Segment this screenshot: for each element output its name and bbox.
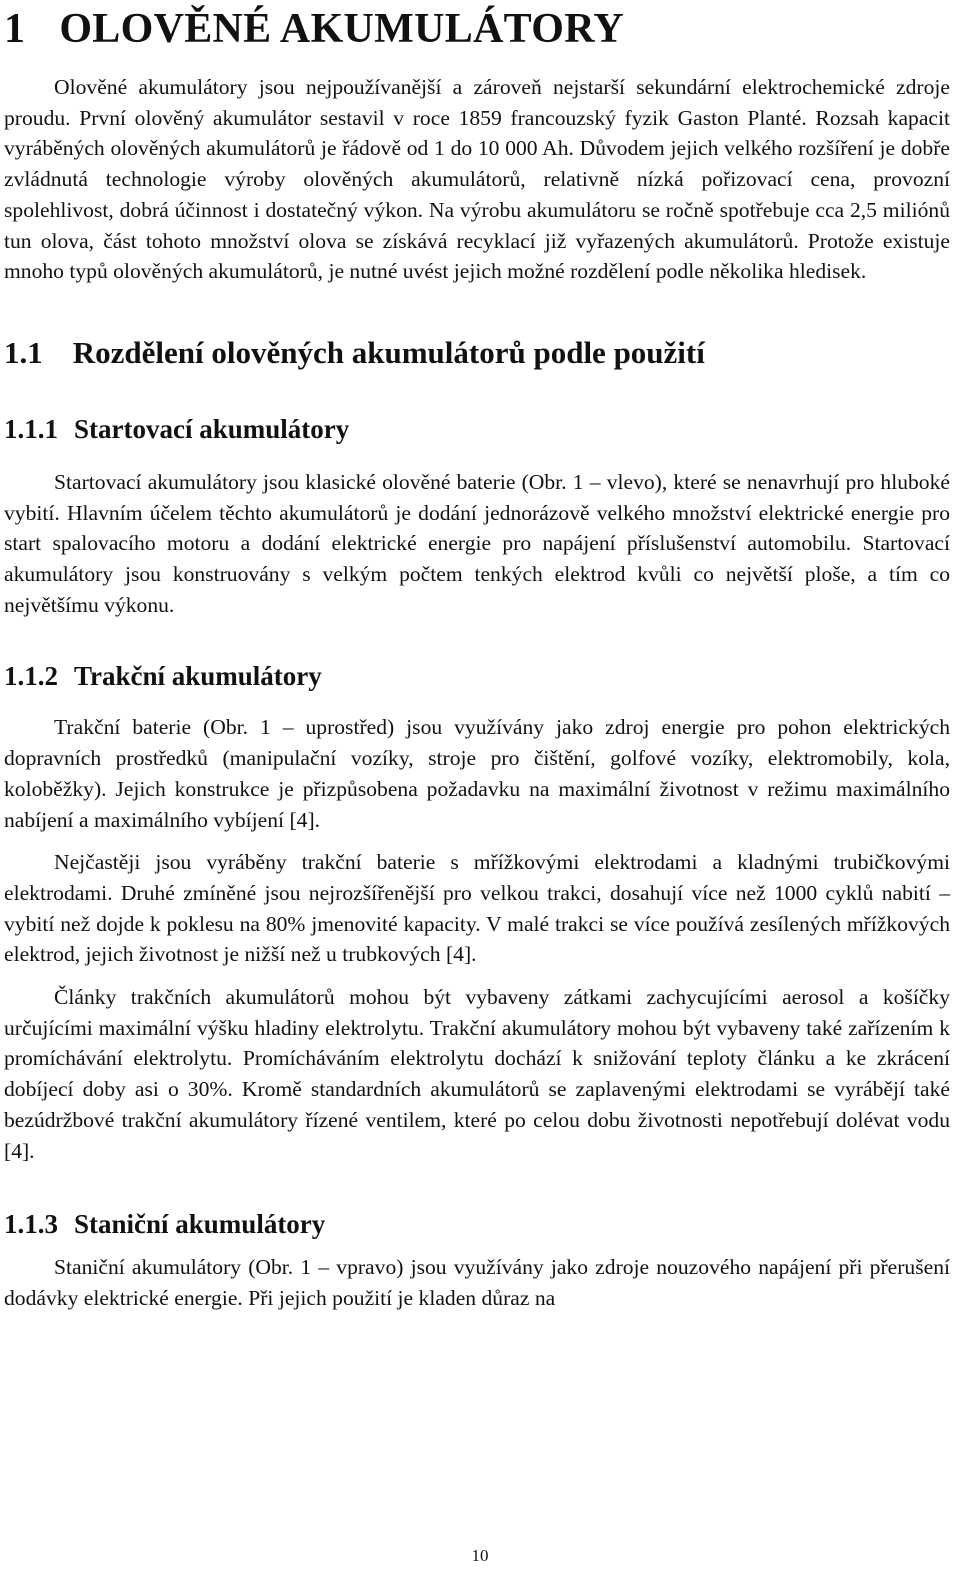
paragraph: Nejčastěji jsou vyráběny trakční baterie s mřížkovými elektrodami a kladnými trubičkovými elektrodami. Druhé zmíněné jsou nejrozšířenější pro velkou trakci, dosahují více než 1000 cyklů nabití – vybití než dojde k poklesu na 80% jmenovité kapacity. V malé trakci se více používá zesílených mřížkových elektrod, jejich životnost je nižší než u trubkových [4].: [4, 850, 950, 967]
subsection-number: 1.1.3: [4, 1209, 58, 1240]
chapter-number: 1: [4, 6, 26, 52]
subsection-title: Staniční akumulátory: [74, 1209, 326, 1240]
paragraph: Trakční baterie (Obr. 1 – uprostřed) jsou využívány jako zdroj energie pro pohon elektrických dopravních prostředků (manipulační vozíky, stroje pro čištění, golfové vozíky, elektromobily, kola, koloběžky). Jejich konstrukce je přizpůsobena požadavku na maximální životnost v režimu maximálního nabíjení a maximálního vybíjení [4].: [4, 715, 950, 832]
section-heading: [4, 333, 950, 373]
paragraph: Články trakčních akumulátorů mohou být vybaveny zátkami zachycujícími aerosol a košíčky určujícími maximální výšku hladiny elektrolytu. Trakční akumulátory mohou být vybaveny také zařízením k promíchávání elektrolytu. Promícháváním elektrolytu dochází k snižování teploty článku a ke zkrácení dobíjecí doby asi o 30%. Kromě standardních akumulátorů se zaplavenými elektrodami se vyrábějí také bezúdržbové trakční akumulátory řízené ventilem, které po celou dobu životnosti nepotřebují dolévat vodu [4].: [4, 985, 950, 1163]
paragraph: Staniční akumulátory (Obr. 1 – vpravo) jsou využívány jako zdroje nouzového napájení při přerušení dodávky elektrické energie. Při jejich použití je kladen důraz na: [4, 1255, 950, 1310]
subsection-number: 1.1.2: [4, 661, 58, 692]
page-number: 10: [471, 1546, 489, 1565]
subsection-heading-stanicni: [4, 1206, 950, 1242]
section-title: Rozdělení olověných akumulátorů podle použití: [72, 334, 705, 370]
subsection-heading-startovaci: [4, 411, 950, 447]
chapter-intro-paragraph: Olověné akumulátory jsou nejpoužívanější a zároveň nejstarší sekundární elektrochemické zdroje proudu. První olověný akumulátor sestavil v roce 1859 francouzský fyzik Gaston Planté. Rozsah kapacit vyráběných olověných akumulátorů je řádově od 1 do 10 000 Ah. Důvodem jejich velkého rozšíření je dobře zvládnutá technologie výroby olověných akumulátorů, relativně nízká pořizovací cena, provozní spolehlivost, dobrá účinnost i dostatečný výkon. Na výrobu akumulátoru se ročně spotřebuje cca 2,5 miliónů tun olova, část tohoto množství olova se získává recyklací již vyřazených akumulátorů. Protože existuje mnoho typů olověných akumulátorů, je nutné uvést jejich možné rozdělení podle několika hledisek.: [4, 75, 950, 284]
subsection-number: 1.1.1: [4, 413, 58, 444]
subsection-title: Startovací akumulátory: [74, 413, 350, 444]
section-number: 1.1: [4, 334, 43, 370]
subsection-heading-trakcni: [4, 658, 950, 694]
document-page: [4, 0, 950, 1314]
subsection-title: Trakční akumulátory: [74, 661, 322, 692]
chapter-heading: [4, 4, 950, 54]
chapter-title: OLOVĚNÉ AKUMULÁTORY: [59, 6, 624, 52]
paragraph: Startovací akumulátory jsou klasické olověné baterie (Obr. 1 – vlevo), které se nenavrhují pro hluboké vybití. Hlavním účelem těchto akumulátorů je dodání jednorázově velkého množství elektrické energie pro start spalovacího motoru a dodání elektrické energie pro napájení příslušenství automobilu. Startovací akumulátory jsou konstruovány s velkým počtem tenkých elektrod kvůli co největší ploše, a tím co největšímu výkonu.: [4, 469, 950, 617]
